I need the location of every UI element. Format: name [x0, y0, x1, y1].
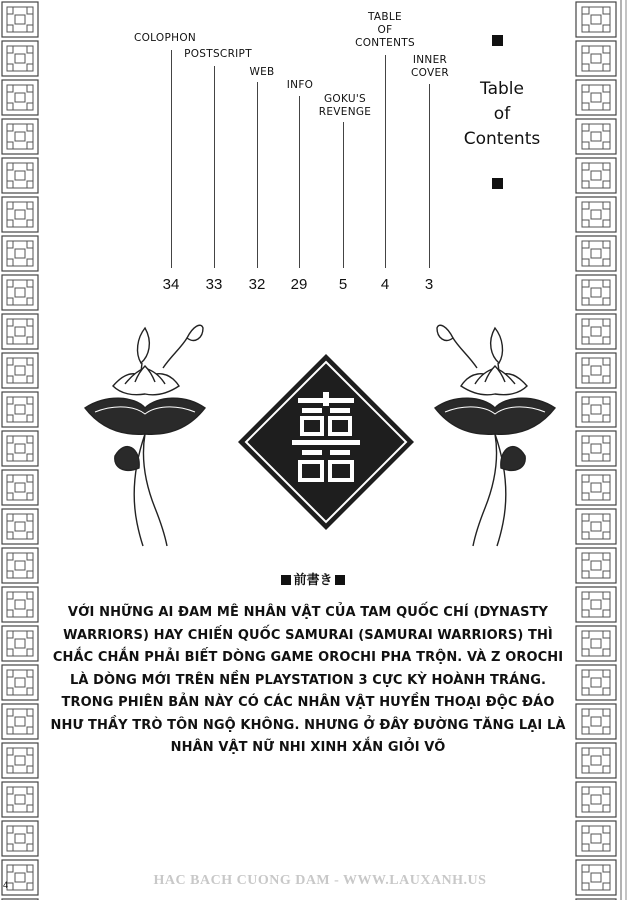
- toc-label-table-of-contents: TABLE OF CONTENTS: [355, 11, 415, 49]
- toc-label-inner-cover: INNER COVER: [410, 54, 450, 79]
- toc-line-info: [299, 96, 300, 268]
- toc-label-web: WEB: [249, 66, 275, 78]
- toc-line-postscript: [214, 66, 215, 268]
- lotus-icon: [75, 308, 215, 548]
- toc-page-colophon: 34: [162, 276, 180, 293]
- lotus-icon: [425, 308, 565, 548]
- preface-line: LÀ DÒNG MỚI TRÊN NỀN PLAYSTATION 3 CỰC KỲ HOÀNH TRÁNG.: [69, 672, 547, 688]
- toc-title-line-3: Contents: [463, 129, 541, 149]
- black-square-left: [281, 575, 291, 585]
- left-lattice-border: [0, 0, 40, 900]
- preface-heading: [238, 569, 388, 588]
- preface-text: [48, 602, 568, 760]
- toc-line-table-of-contents: [385, 55, 386, 268]
- toc-label-info: INFO: [286, 79, 314, 91]
- toc-page-inner-cover: 3: [424, 276, 434, 293]
- page-number: 4: [3, 880, 9, 890]
- toc-page-postscript: 33: [205, 276, 223, 293]
- preface-line: WARRIORS) HAY CHIẾN QUỐC SAMURAI (SAMURAI WARRIORS) THÌ: [63, 627, 553, 643]
- black-square-top: [492, 35, 503, 46]
- black-square-bottom: [492, 178, 503, 189]
- toc-title-line-1: Table: [480, 79, 524, 99]
- double-happiness-icon: [236, 352, 416, 532]
- toc-label-colophon: COLOPHON: [133, 32, 197, 44]
- toc-line-web: [257, 82, 258, 268]
- preface-line: CHẮC CHẮN PHẢI BIẾT DÒNG GAME OROCHI PHA TRỘN. VÀ Z OROCHI: [52, 650, 564, 665]
- toc-title: [458, 77, 546, 152]
- preface-line: VỚI NHỮNG AI ĐAM MÊ NHÂN VẬT CỦA TAM QUỐC CHÍ (DYNASTY: [67, 605, 549, 620]
- preface-line: TRONG PHIÊN BẢN NÀY CÓ CÁC NHÂN VẬT HUYỀN THOẠI ĐỘC ĐÁO: [61, 695, 555, 710]
- toc-label-gokus-revenge: GOKU'S REVENGE: [318, 93, 372, 118]
- toc-page-info: 29: [290, 276, 308, 293]
- toc-title-line-2: of: [493, 104, 511, 124]
- preface-line: NHÂN VẬT NỮ NHI XINH XẮN GIỎI VÕ: [170, 740, 446, 755]
- toc-label-postscript: POSTSCRIPT: [184, 48, 252, 60]
- toc-page-table-of-contents: 4: [380, 276, 390, 293]
- toc-line-colophon: [171, 50, 172, 268]
- black-square-right: [335, 575, 345, 585]
- preface-line: NHƯ THẦY TRÒ TÔN NGỘ KHÔNG. NHƯNG Ở ĐÂY ĐƯỜNG TĂNG LẠI LÀ: [50, 717, 566, 733]
- toc-page-gokus-revenge: 5: [338, 276, 348, 293]
- toc-page-web: 32: [248, 276, 266, 293]
- right-lattice-border: [574, 0, 633, 900]
- footer-credit: HAC BACH CUONG DAM - WWW.LAUXANH.US: [153, 873, 487, 888]
- preface-heading-text: 前書き: [293, 573, 333, 588]
- toc-line-inner-cover: [429, 84, 430, 268]
- toc-line-gokus-revenge: [343, 122, 344, 268]
